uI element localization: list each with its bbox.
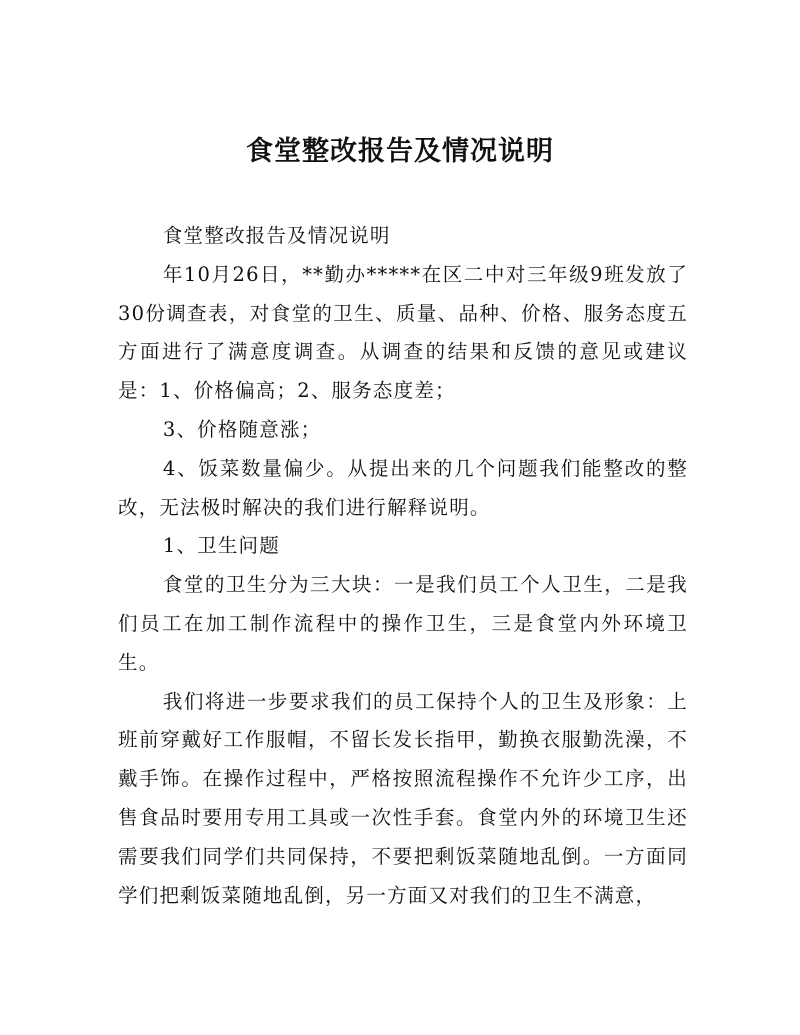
document-title: 食堂整改报告及情况说明 xyxy=(246,136,554,167)
paragraph-item-3: 3、价格随意涨； xyxy=(162,417,322,441)
paragraph-hygiene-overview: 食堂的卫生分为三大块：一是我们员工个人卫生，二是我们员工在加工制作流程中的操作卫生，三是食堂内外环境卫生。 xyxy=(118,573,688,674)
document-body xyxy=(118,217,688,915)
paragraph-survey: 年10月26日，**勤办*****在区二中对三年级9班发放了30份调查表，对食堂的卫生、质量、品种、价格、服务态度五方面进行了满意度调查。从调查的结果和反馈的意见或建议是：1、价格偏高；2、服务态度差； xyxy=(118,262,688,403)
paragraph-item-4: 4、饭菜数量偏少。从提出来的几个问题我们能整改的整改，无法极时解决的我们进行解释说明。 xyxy=(118,456,688,519)
section-heading-hygiene: 1、卫生问题 xyxy=(162,534,280,558)
paragraph-subtitle: 食堂整改报告及情况说明 xyxy=(162,224,391,247)
paragraph-hygiene-measures: 我们将进一步要求我们的员工保持个人的卫生及形象：上班前穿戴好工作服帽，不留长发长指甲，勤换衣服勤洗澡，不戴手饰。在操作过程中，严格按照流程操作不允许少工序，出售食品时要用专用工具或一次性手套。食堂内外的环境卫生还需要我们同学们共同保持，不要把剩饭菜随地乱倒。一方面同学们把剩饭菜随地乱倒，另一方面又对我们的卫生不满意， xyxy=(118,689,688,907)
